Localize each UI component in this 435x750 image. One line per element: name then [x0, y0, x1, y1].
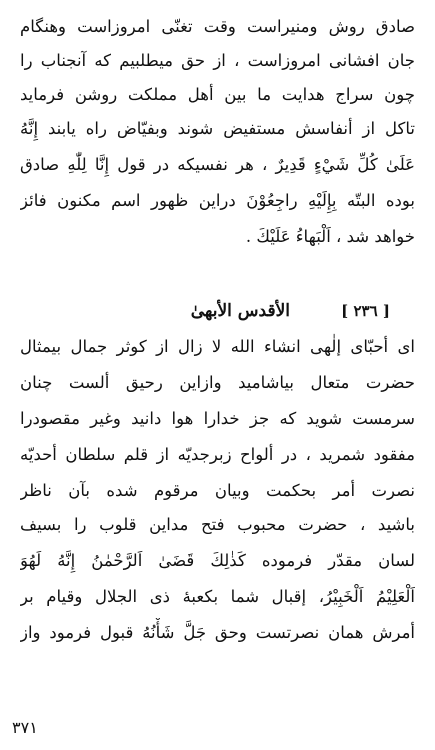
text-line: تاکل از أنفاسش مستفيض شوند وبفيّاض راه يابند إِنَّهُ	[20, 119, 415, 138]
text-line: خواهد شد ، اَلْبَهاءُ عَلَيْكَ .	[245, 227, 415, 246]
text-line: لسان مقدّر فرموده كَذٰلِكَ قَضَىٰ اَلرَّحْمٰنُ إِنَّهُ لَهُوَ	[20, 551, 415, 570]
text-line: سرمست شويد که جز خدارا هوا دانيد وغير مقصودرا	[20, 409, 415, 428]
text-line: جان افشانی امروزاست ، از حق ميطلبيم که آنجناب را	[20, 51, 415, 70]
text-line: أمرش همان نصرتست وحق جَلَّ شَأْنُهُ قبول فرمود واز	[20, 623, 415, 642]
text-line: چون سراج هدايت ما بين أهل مملکت روشن فرمايد	[20, 85, 415, 104]
text-line: حضرت متعال بياشاميد وازاين رحيق ألست چنان	[20, 373, 415, 392]
page-number: ٣٧١	[12, 718, 38, 737]
section-title: الأقدس الأبهیٰ	[190, 301, 290, 321]
text-line: نصرت أمر بحکمت وبيان مرقوم شده بآن ناظر	[20, 481, 415, 500]
section-heading	[20, 296, 415, 328]
text-line: اَلْعَلِيْمُ اَلْخَبِيْرُ، إقبال شما بکعبهٔ ذی الجلال وقيام بر	[20, 587, 415, 606]
text-line: عَلَیٰ كُلِّ شَيْءٍ قَدِيرٌ ، هر نفسيکه در قول إِنَّا لِلّٰهِ صادق	[20, 155, 415, 174]
text-line: باشيد ، حضرت محبوب فتح مداين قلوب را بسيف	[20, 515, 415, 534]
text-line: ای أحبّای إلٰهی انشاء الله لا زال از کوثر جمال بيمثال	[20, 337, 415, 356]
text-line: مفقود شمريد ، در ألواح زبرجديّه از قلم سلطان أحديّه	[20, 445, 415, 464]
text-line: بوده البتّه بِإِلَيْهِ راجِعُوْنَ دراين ظهور اسم مکنون فائز	[20, 191, 415, 210]
section-number: [ ٢٣٦ ]	[341, 302, 390, 320]
text-line: صادق روش ومنيراست وقت تغنّی امروزاست وهنگام	[20, 17, 415, 36]
